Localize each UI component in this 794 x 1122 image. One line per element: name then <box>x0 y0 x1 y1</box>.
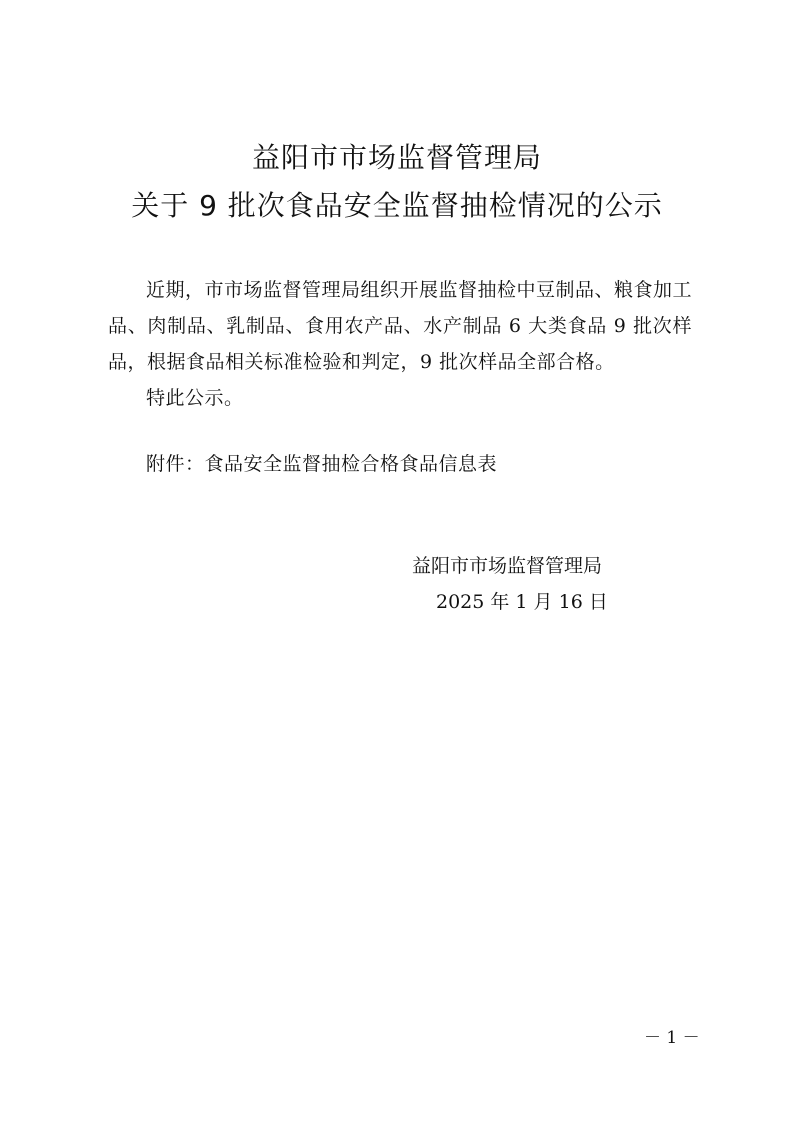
main-paragraph-block <box>108 272 692 380</box>
document-title-line-1: 益阳市市场监督管理局 <box>251 141 542 174</box>
attachment-block <box>108 446 692 482</box>
notice-text: 特此公示。 <box>146 387 244 409</box>
attachment-text: 附件：食品安全监督抽检合格食品信息表 <box>146 453 498 475</box>
main-paragraph: 近期，市市场监督管理局组织开展监督抽检中豆制品、粮食加工品、肉制品、乳制品、食用农产品、水产制品 6 大类食品 9 批次样品，根据食品相关标准检验和判定，9 批次样品全部合格。 <box>108 279 693 373</box>
page-number: － 1 － <box>644 1028 700 1048</box>
notice-block <box>108 380 692 416</box>
document-title-line-2: 关于 9 批次食品安全监督抽检情况的公示 <box>131 189 663 222</box>
signature-organization: 益阳市市场监督管理局 <box>412 555 603 577</box>
signature-date: 2025 年 1 月 16 日 <box>436 591 608 613</box>
